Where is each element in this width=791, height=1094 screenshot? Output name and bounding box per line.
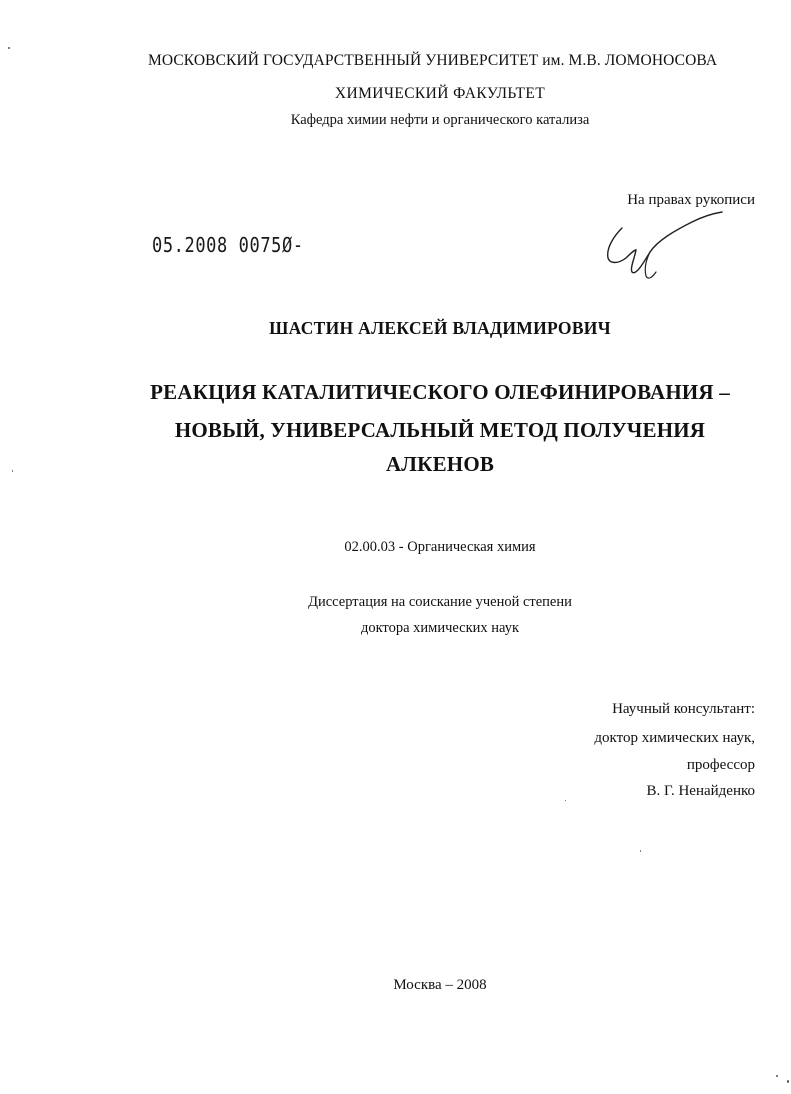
- dissertation-title-line: РЕАКЦИЯ КАТАЛИТИЧЕСКОГО ОЛЕФИНИРОВАНИЯ –: [150, 380, 730, 404]
- scan-speck: [787, 1080, 789, 1083]
- scan-speck: [8, 47, 10, 49]
- advisor-degree: доктор химических наук,: [594, 730, 755, 746]
- advisor-name: В. Г. Ненайденко: [646, 783, 755, 799]
- advisor-title: профессор: [686, 757, 755, 773]
- department-name: Кафедра химии нефти и органического катализа: [290, 112, 590, 128]
- advisor-label: Научный консультант:: [612, 701, 755, 717]
- dissertation-title-line: НОВЫЙ, УНИВЕРСАЛЬНЫЙ МЕТОД ПОЛУЧЕНИЯ: [174, 418, 706, 442]
- university-name: МОСКОВСКИЙ ГОСУДАРСТВЕННЫЙ УНИВЕРСИТЕТ им. М.В. ЛОМОНОСОВА: [148, 52, 718, 69]
- dissertation-type: Диссертация на соискание ученой степени: [308, 594, 572, 610]
- specialty-code: 02.00.03 - Органическая химия: [344, 539, 536, 555]
- dissertation-title-line: АЛКЕНОВ: [385, 452, 495, 476]
- registry-stamp: 05.2008 0075Ø-: [152, 234, 304, 258]
- rights-note: На правах рукописи: [627, 192, 755, 208]
- author-name: ШАСТИН АЛЕКСЕЙ ВЛАДИМИРОВИЧ: [269, 318, 611, 338]
- degree-sought: доктора химических наук: [360, 620, 520, 636]
- scan-speck: [776, 1075, 778, 1077]
- scan-speck: [12, 470, 13, 472]
- city-year: Москва – 2008: [393, 977, 487, 993]
- handwritten-signature: [600, 210, 730, 290]
- scan-speck: [640, 850, 641, 852]
- scan-speck: [565, 800, 566, 801]
- faculty-name: ХИМИЧЕСКИЙ ФАКУЛЬТЕТ: [334, 85, 546, 102]
